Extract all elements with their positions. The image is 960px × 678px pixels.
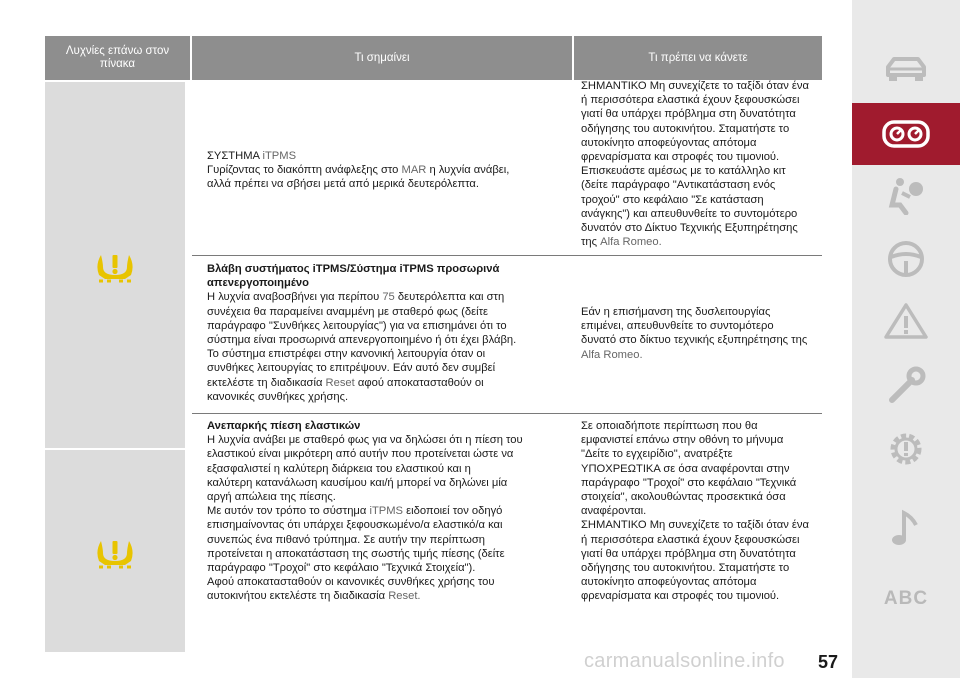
row2-line: συνθήκες λειτουργίας το επιτρέψουν. Εάν αυτό δεν συμβεί — [207, 362, 496, 375]
row1-action-line: τροχού" στο κεφάλαιο "Σε κατάσταση — [581, 193, 764, 206]
row-divider — [192, 255, 822, 256]
row3-action-line: ή περισσότερα ελαστικά έχουν ξεφουσκώσει — [581, 533, 800, 546]
dashboard-gauges-icon — [880, 114, 932, 154]
row1-action-line: ανάγκης") και απευθυνθείτε το συντομότερο — [581, 207, 798, 220]
row-divider — [192, 413, 822, 414]
row2-action-line: Alfa Romeo. — [581, 348, 643, 361]
row3-action-line: φρεναρίσματα και στροφές του τιμονιού. — [581, 590, 780, 603]
header-lights — [45, 36, 190, 80]
chapter-sidebar — [852, 0, 960, 678]
row2-action — [581, 305, 821, 362]
row3-action-line: γιατί θα υπάρχει πρόβλημα στη δυνατότητα — [581, 547, 796, 560]
row3-line: καλύτερη κατανάλωση καυσίμου και/ή μπορεί να δηλώνει μία — [207, 476, 508, 489]
row1-action-line: ΣΗΜΑΝΤΙΚΟ Μη συνεχίζετε το ταξίδι όταν ένα — [581, 80, 809, 92]
row1-action-line: ή περισσότερα ελαστικά έχουν ξεφουσκώσει — [581, 94, 800, 107]
row2-line: σύστημα είναι προσωρινά απενεργοποιημένο ή ότι έχει βλάβη. — [207, 334, 517, 347]
row1-meaning — [207, 149, 567, 192]
row2-line: κανονικές συνθήκες χρήσης. — [207, 390, 349, 403]
steering-wheel-icon — [880, 239, 932, 279]
wrench-icon — [880, 366, 932, 406]
row3-line: εξασφαλιστεί η καλύτερη διάρκεια του ελαστικού και η — [207, 462, 471, 475]
sidebar-item-maintenance[interactable] — [852, 355, 960, 417]
row3-action-line: εμφανιστεί επάνω στην οθόνη το μήνυμα — [581, 434, 784, 447]
row2-action-line: επιμένει, απευθυνθείτε το συντομότερο — [581, 320, 774, 333]
row3-meaning — [207, 419, 571, 604]
row2-meaning — [207, 262, 571, 404]
row3-action-line: οδήγησης του αυτοκινήτου. Σταματήστε το — [581, 562, 790, 575]
sidebar-item-index[interactable] — [852, 568, 960, 630]
row3-action-line: "Δείτε το εγχειρίδιο", ανατρέξτε — [581, 448, 733, 461]
row2-title: Βλάβη συστήματος iTPMS/Σύστημα iTPMS προσωρινά — [207, 263, 500, 275]
row3-action-line: παράγραφο "Τροχοί" στο κεφάλαιο "Τεχνικά — [581, 476, 797, 489]
row2-line: συνέχεια θα παραμείνει αναμμένη με σταθερό φως (δείτε — [207, 305, 489, 318]
row2-action-line: Εάν η επισήμανση της δυσλειτουργίας — [581, 306, 771, 318]
row3-action — [581, 419, 821, 604]
row3-action-line: αναφέρονται. — [581, 505, 647, 518]
header-meaning-label: Τι σημαίνει — [354, 51, 410, 64]
row1-action-line: γιατί θα υπάρχει πρόβλημα στη δυνατότητα — [581, 108, 796, 121]
tpms-warning-icon — [91, 241, 139, 289]
icon-cell-tpms-yellow — [45, 82, 185, 448]
header-action-label: Τι πρέπει να κάνετε — [648, 51, 748, 64]
row2-action-line: δυνατό στο δίκτυο τεχνικής εξυπηρέτησης της — [581, 334, 808, 347]
row1-action-line: οδήγησης του αυτοκινήτου. Σταματήστε το — [581, 122, 790, 135]
row1-title: ΣΥΣΤΗΜΑ iTPMS — [207, 150, 297, 162]
row3-action-line: ΥΠΟΧΡΕΩΤΙΚΑ σε όσα αναφέρονται στην — [581, 462, 790, 475]
row3-line: ελαστικού είναι μικρότερη από αυτήν που προτείνεται ώστε να — [207, 448, 514, 461]
row1-action — [581, 79, 821, 249]
header-action — [574, 36, 822, 80]
row2-line: Η λυχνία αναβοσβήνει για περίπου 75 δευτερόλεπτα και στη — [207, 291, 505, 304]
watermark: carmanualsonline.info — [584, 650, 785, 672]
row1-line: αλλά πρέπει να σβήσει μετά από μερικά δευτερόλεπτα. — [207, 178, 480, 191]
sidebar-item-dashboard[interactable] — [852, 103, 960, 165]
header-meaning — [192, 36, 572, 80]
row3-line: Αφού αποκατασταθούν οι κανονικές συνθήκες χρήσης του — [207, 576, 495, 589]
sidebar-item-technical[interactable] — [852, 418, 960, 480]
row1-action-line: αυτοκίνητο αποφεύγοντας απότομα — [581, 136, 757, 149]
row2-line: παράγραφο "Συνθήκες λειτουργίας") για να επισημάνει ότι το — [207, 319, 507, 332]
airbag-seat-icon — [880, 175, 932, 215]
row3-line: προτείνεται η αποκατάσταση της σωστής τιμής πίεσης (δείτε — [207, 547, 505, 560]
sidebar-item-safety[interactable] — [852, 164, 960, 226]
row3-line: αυτοκινήτου εκτελέστε τη διαδικασία Reset. — [207, 590, 421, 603]
icon-cell-low-pressure — [45, 450, 185, 652]
row3-action-line: στοιχεία", ακολουθώντας προσεκτικά όσα — [581, 491, 786, 504]
row3-action-line: ΣΗΜΑΝΤΙΚΟ Μη συνεχίζετε το ταξίδι όταν ένα — [581, 519, 809, 532]
row2-line: εκτελέστε τη διαδικασία Reset αφού αποκατασταθούν οι — [207, 376, 484, 389]
row3-line: Η λυχνία ανάβει με σταθερό φως για να δηλώσει ότι η πίεση του — [207, 434, 523, 447]
row3-line: συνεπώς ένα πιθανό τρύπημα. Σε αυτήν την περίπτωση — [207, 533, 486, 546]
row3-action-line: αυτοκίνητο αποφεύγοντας απότομα — [581, 576, 757, 589]
music-note-icon — [880, 509, 932, 549]
row1-action-line: φρεναρίσματα και στροφές του τιμονιού. — [581, 151, 780, 164]
car-icon — [880, 49, 932, 89]
header-lights-label: Λυχνίες επάνω στον πίνακα — [65, 45, 170, 70]
row1-action-line: της Alfa Romeo. — [581, 236, 662, 249]
sidebar-item-emergency[interactable] — [852, 290, 960, 352]
index-abc-label: ABC — [883, 588, 929, 609]
row3-line: αργή απώλεια της πίεσης. — [207, 491, 336, 504]
sidebar-item-car[interactable] — [852, 38, 960, 100]
row3-title: Ανεπαρκής πίεση ελαστικών — [207, 420, 361, 432]
row1-action-line: δυνατόν στο Δίκτυο Τεχνικής Εξυπηρέτησης — [581, 222, 798, 235]
row1-action-line: Επισκευάστε αμέσως με το κατάλληλο κιτ — [581, 165, 786, 178]
row1-action-line: (δείτε παράγραφο "Αντικατάσταση ενός — [581, 179, 776, 192]
row1-line: Γυρίζοντας το διακόπτη ανάφλεξης στο MAR η λυχνία ανάβει, — [207, 164, 510, 177]
row3-line: παράγραφο "Τροχοί" στο κεφάλαιο "Τεχνικά Στοιχεία"). — [207, 562, 476, 575]
warning-triangle-icon — [880, 301, 932, 341]
sidebar-item-driving[interactable] — [852, 228, 960, 290]
sidebar-item-multimedia[interactable] — [852, 498, 960, 560]
row3-line: Με αυτόν τον τρόπο το σύστημα iTPMS ειδοποιεί τον οδηγό — [207, 505, 503, 518]
row3-action-line: Σε οποιαδήποτε περίπτωση που θα — [581, 420, 758, 432]
gear-icon — [880, 429, 932, 469]
row3-line: επισημαίνοντας ότι υπάρχει ξεφουσκωμένο/α ελαστικό/α και — [207, 519, 503, 532]
row2-line: Το σύστημα επιστρέφει στην κανονική λειτουργία όταν οι — [207, 348, 486, 361]
low-tire-pressure-icon — [91, 527, 139, 575]
page-number: 57 — [818, 652, 839, 672]
row2-title-cont: απενεργοποιημένο — [207, 277, 309, 290]
